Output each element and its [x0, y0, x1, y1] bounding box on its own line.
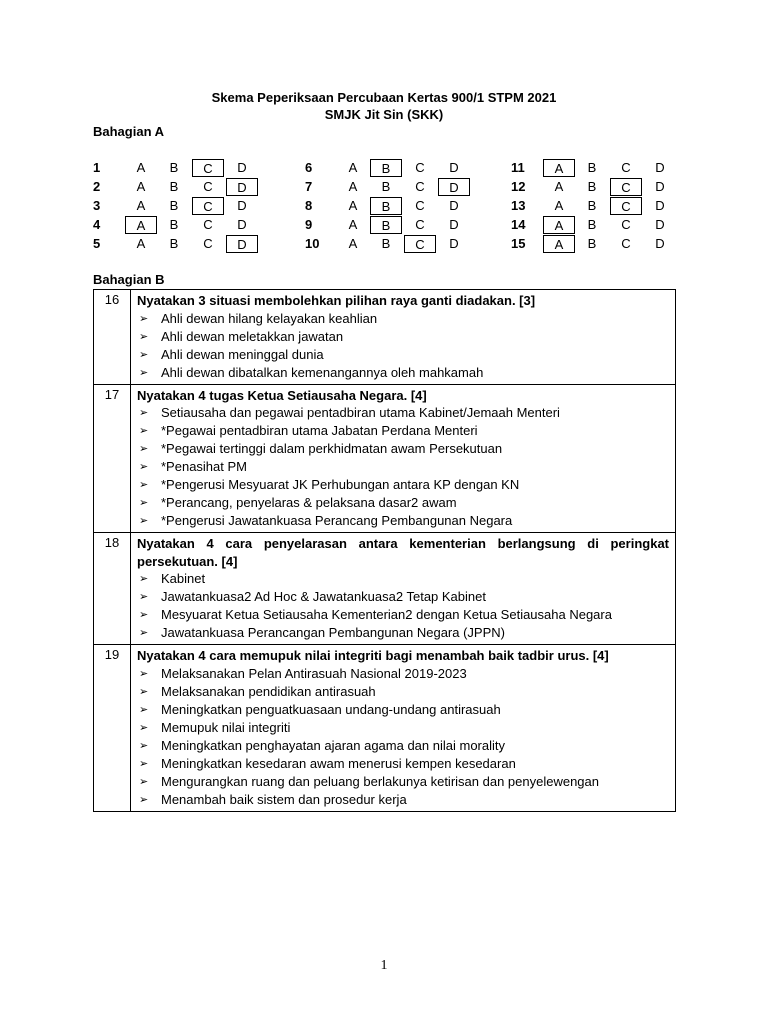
mcq-selected-answer: D: [226, 235, 258, 253]
mcq-option: B: [587, 217, 597, 232]
mcq-selected-answer: D: [438, 178, 470, 196]
arrow-bullet-icon: ➢: [139, 479, 149, 491]
mcq-option: A: [136, 160, 146, 175]
mcq-question-number: 12: [511, 179, 526, 194]
question-text: Nyatakan 4 tugas Ketua Setiausaha Negara. [4]: [137, 387, 427, 403]
mcq-option: B: [587, 160, 597, 175]
mcq-row: [93, 178, 693, 196]
mcq-selected-answer: C: [610, 178, 642, 196]
page-number: 1: [380, 958, 388, 973]
answer-item: [137, 346, 669, 364]
mcq-option: D: [655, 236, 665, 251]
mcq-option: A: [136, 236, 146, 251]
question-number: 16: [94, 290, 131, 385]
answer-item: [137, 791, 669, 809]
mcq-question-number: 7: [305, 179, 313, 194]
mcq-option: D: [449, 217, 459, 232]
mcq-selected-answer: A: [543, 216, 575, 234]
mcq-option: C: [621, 217, 631, 232]
arrow-bullet-icon: ➢: [139, 515, 149, 527]
question-row: [94, 290, 676, 385]
mcq-row: [93, 216, 693, 234]
question-number: 17: [94, 384, 131, 533]
answer-list: [137, 570, 669, 642]
mcq-option: A: [136, 198, 146, 213]
answer-item-text: Mengurangkan ruang dan peluang berlakunya ketirisan dan penyelewengan: [161, 773, 599, 789]
mcq-option: B: [381, 179, 391, 194]
mcq-option: D: [237, 160, 247, 175]
answer-item: [137, 588, 669, 606]
question-text: Nyatakan 4 cara penyelarasan antara kementerian berlangsung di peringkat persekutuan. [4]: [137, 536, 669, 569]
mcq-selected-answer: A: [125, 216, 157, 234]
mcq-selected-answer: C: [192, 159, 224, 177]
arrow-bullet-icon: ➢: [139, 627, 149, 639]
mcq-selected-answer: B: [370, 216, 402, 234]
answer-item-text: *Perancang, penyelaras & pelaksana dasar2 awam: [161, 495, 457, 510]
mcq-option: A: [136, 179, 146, 194]
answer-item: [137, 458, 669, 476]
section-b-label: Bahagian B: [93, 272, 165, 287]
answer-item-text: Ahli dewan meletakkan jawatan: [161, 328, 344, 344]
question-row: [94, 384, 676, 533]
mcq-selected-answer: D: [226, 178, 258, 196]
mcq-option: C: [415, 179, 425, 194]
mcq-option: C: [415, 160, 425, 175]
mcq-question-number: 13: [511, 198, 526, 213]
mcq-option: D: [655, 179, 665, 194]
mcq-option: D: [237, 198, 247, 213]
mcq-selected-answer: C: [192, 197, 224, 215]
arrow-bullet-icon: ➢: [139, 591, 149, 603]
answer-list: [137, 665, 669, 809]
answer-item-text: Ahli dewan meninggal dunia: [161, 346, 324, 362]
mcq-option: A: [348, 198, 358, 213]
answer-item-text: Meningkatkan kesedaran awam menerusi kempen kesedaran: [161, 755, 516, 771]
mcq-selected-answer: C: [610, 197, 642, 215]
mcq-option: B: [169, 160, 179, 175]
answer-item: [137, 683, 669, 701]
question-row: [94, 533, 676, 645]
arrow-bullet-icon: ➢: [139, 330, 149, 343]
arrow-bullet-icon: ➢: [139, 573, 149, 585]
mcq-question-number: 5: [93, 236, 101, 251]
arrow-bullet-icon: ➢: [139, 443, 149, 455]
arrow-bullet-icon: ➢: [139, 348, 149, 361]
answer-item-text: Melaksanakan pendidikan antirasuah: [161, 683, 376, 699]
answer-item-text: Ahli dewan dibatalkan kemenangannya oleh mahkamah: [161, 364, 484, 380]
mcq-question-number: 6: [305, 160, 313, 175]
answer-item: [137, 665, 669, 683]
answer-item: [137, 422, 669, 440]
arrow-bullet-icon: ➢: [139, 461, 149, 473]
mcq-option: B: [587, 198, 597, 213]
mcq-row: [93, 159, 693, 177]
mcq-option: C: [203, 217, 213, 232]
answer-item-text: Melaksanakan Pelan Antirasuah Nasional 2019-2023: [161, 665, 467, 681]
answer-item-text: Meningkatkan penguatkuasaan undang-undang antirasuah: [161, 701, 501, 717]
arrow-bullet-icon: ➢: [139, 425, 149, 437]
answer-item: [137, 328, 669, 346]
answer-item: [137, 737, 669, 755]
mcq-selected-answer: A: [543, 159, 575, 177]
mcq-option: A: [554, 179, 564, 194]
mcq-selected-answer: C: [404, 235, 436, 253]
question-content: [131, 645, 676, 812]
answer-item-text: Setiausaha dan pegawai pentadbiran utama Kabinet/Jemaah Menteri: [161, 405, 560, 420]
mcq-selected-answer: B: [370, 197, 402, 215]
question-text: Nyatakan 3 situasi membolehkan pilihan raya ganti diadakan. [3]: [137, 293, 536, 308]
mcq-option: A: [348, 217, 358, 232]
question-content: [131, 384, 676, 533]
mcq-option: B: [169, 217, 179, 232]
mcq-question-number: 9: [305, 217, 313, 232]
mcq-selected-answer: B: [370, 159, 402, 177]
document-subtitle: SMJK Jit Sin (SKK): [324, 107, 444, 122]
question-text: Nyatakan 4 cara memupuk nilai integriti bagi menambah baik tadbir urus. [4]: [137, 648, 609, 663]
arrow-bullet-icon: ➢: [139, 497, 149, 509]
answer-item: [137, 364, 669, 382]
arrow-bullet-icon: ➢: [139, 757, 149, 770]
answer-item: [137, 440, 669, 458]
mcq-option: C: [415, 198, 425, 213]
mcq-question-number: 15: [511, 236, 526, 251]
mcq-question-number: 3: [93, 198, 101, 213]
mcq-option: C: [621, 160, 631, 175]
answer-item: [137, 773, 669, 791]
mcq-row: [93, 235, 693, 253]
arrow-bullet-icon: ➢: [139, 609, 149, 621]
answer-item: [137, 755, 669, 773]
mcq-question-number: 11: [511, 160, 525, 175]
question-content: [131, 533, 676, 645]
answer-item: [137, 624, 669, 642]
answer-item: [137, 719, 669, 737]
mcq-option: D: [449, 198, 459, 213]
mcq-option: B: [381, 236, 391, 251]
answer-item: [137, 404, 669, 422]
answer-item-text: *Pengerusi Jawatankuasa Perancang Pembangunan Negara: [161, 513, 513, 528]
mcq-option: B: [169, 179, 179, 194]
answer-item-text: Menambah baik sistem dan prosedur kerja: [161, 791, 407, 807]
answer-item-text: *Pegawai tertinggi dalam perkhidmatan awam Persekutuan: [161, 441, 503, 456]
question-row: [94, 645, 676, 812]
answer-item-text: *Penasihat PM: [161, 459, 247, 474]
section-a-label: Bahagian A: [93, 124, 165, 139]
mcq-option: B: [169, 236, 179, 251]
answer-item-text: Jawatankuasa2 Ad Hoc & Jawatankuasa2 Tetap Kabinet: [161, 589, 486, 604]
arrow-bullet-icon: ➢: [139, 775, 149, 788]
answer-item-text: Jawatankuasa Perancangan Pembangunan Negara (JPPN): [161, 625, 505, 640]
mcq-option: D: [655, 160, 665, 175]
mcq-option: C: [415, 217, 425, 232]
question-content: [131, 290, 676, 385]
answer-item: [137, 570, 669, 588]
answer-item-text: Kabinet: [161, 571, 206, 586]
mcq-question-number: 10: [305, 236, 320, 251]
mcq-option: C: [203, 179, 213, 194]
answer-item: [137, 512, 669, 530]
arrow-bullet-icon: ➢: [139, 685, 149, 698]
mcq-question-number: 2: [93, 179, 101, 194]
mcq-question-number: 8: [305, 198, 313, 213]
answer-item: [137, 476, 669, 494]
answer-item-text: Mesyuarat Ketua Setiausaha Kementerian2 dengan Ketua Setiausaha Negara: [161, 607, 612, 622]
mcq-option: D: [449, 160, 459, 175]
mcq-option: A: [348, 179, 358, 194]
mcq-option: C: [621, 236, 631, 251]
arrow-bullet-icon: ➢: [139, 739, 149, 752]
arrow-bullet-icon: ➢: [139, 407, 149, 419]
answer-item: [137, 606, 669, 624]
arrow-bullet-icon: ➢: [139, 793, 149, 806]
mcq-option: A: [554, 198, 564, 213]
mcq-question-number: 4: [93, 217, 101, 232]
mcq-row: [93, 197, 693, 215]
mcq-option: C: [203, 236, 213, 251]
question-number: 19: [94, 645, 131, 812]
answer-item-text: Ahli dewan hilang kelayakan keahlian: [161, 310, 378, 326]
section-b-table: [93, 289, 676, 812]
mcq-option: D: [655, 217, 665, 232]
arrow-bullet-icon: ➢: [139, 721, 149, 734]
answer-item: [137, 701, 669, 719]
answer-item-text: Meningkatkan penghayatan ajaran agama dan nilai morality: [161, 737, 505, 753]
mcq-option: A: [348, 160, 358, 175]
mcq-option: B: [587, 179, 597, 194]
arrow-bullet-icon: ➢: [139, 667, 149, 680]
mcq-question-number: 1: [93, 160, 101, 175]
question-number: 18: [94, 533, 131, 645]
arrow-bullet-icon: ➢: [139, 703, 149, 716]
mcq-option: A: [348, 236, 358, 251]
arrow-bullet-icon: ➢: [139, 312, 149, 325]
mcq-question-number: 14: [511, 217, 526, 232]
mcq-answer-grid: [93, 159, 693, 254]
arrow-bullet-icon: ➢: [139, 366, 149, 379]
answer-list: [137, 310, 669, 382]
mcq-option: B: [169, 198, 179, 213]
mcq-option: B: [587, 236, 597, 251]
answer-item-text: Memupuk nilai integriti: [161, 719, 291, 735]
answer-list: [137, 404, 669, 530]
answer-item-text: *Pengerusi Mesyuarat JK Perhubungan antara KP dengan KN: [161, 477, 520, 492]
answer-item: [137, 310, 669, 328]
answer-item-text: *Pegawai pentadbiran utama Jabatan Perdana Menteri: [161, 423, 478, 438]
mcq-selected-answer: A: [543, 235, 575, 253]
mcq-option: D: [237, 217, 247, 232]
document-title: Skema Peperiksaan Percubaan Kertas 900/1 STPM 2021: [211, 90, 557, 105]
answer-item: [137, 494, 669, 512]
mcq-option: D: [449, 236, 459, 251]
mcq-option: D: [655, 198, 665, 213]
